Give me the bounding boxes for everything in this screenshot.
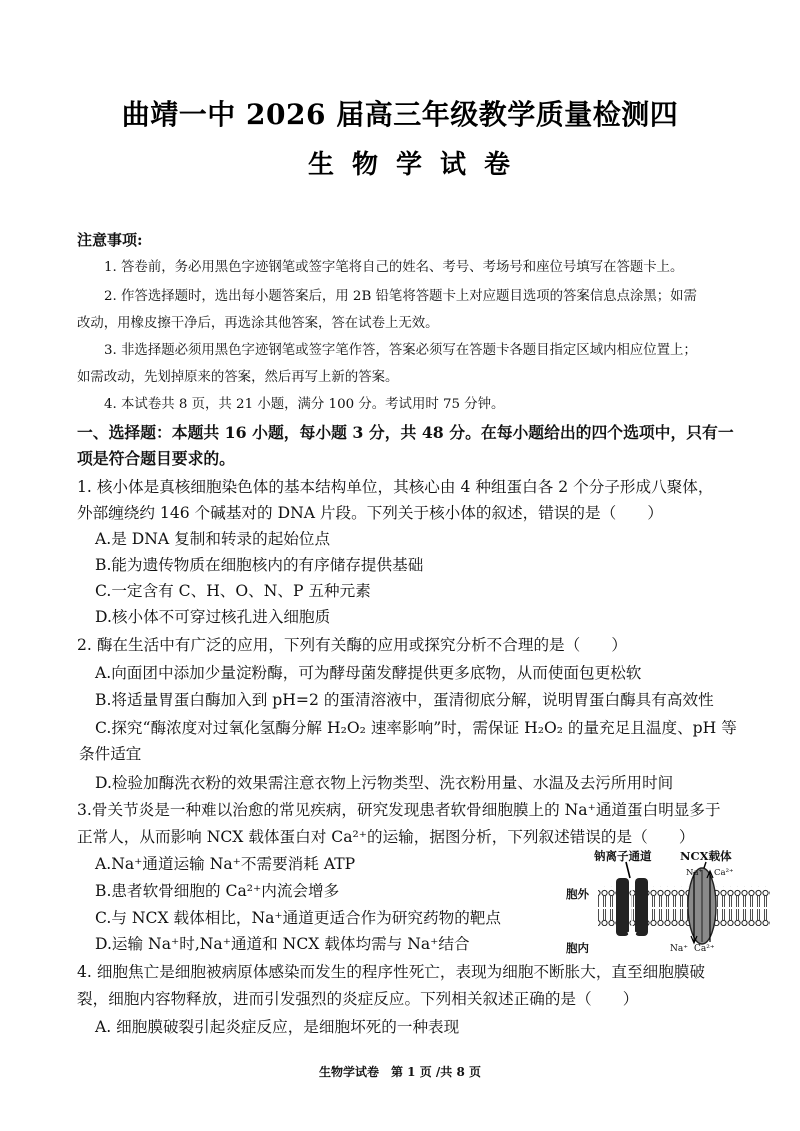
- question-4-stem-cont: 裂，细胞内容物释放，进而引发强烈的炎症反应。下列相关叙述正确的是（ ）: [77, 990, 639, 1008]
- sodium-channel-pointer: [626, 862, 630, 878]
- notice-line-2-cont: 改动，用橡皮擦干净后，再选涂其他答案，答在试卷上无效。: [77, 316, 439, 331]
- notice-line-3-cont: 如需改动，先划掉原来的答案，然后再写上新的答案。: [77, 370, 399, 385]
- question-3-stem-cont: 正常人，从而影响 NCX 载体蛋白对 Ca²⁺的运输，据图分析，下列叙述错误的是（ ）: [77, 828, 695, 846]
- question-3-stem: 3.骨关节炎是一种难以治愈的常见疾病，研究发现患者软骨细胞膜上的 Na⁺通道蛋白明显多于: [77, 801, 721, 819]
- question-4-option-a: A. 细胞膜破裂引起炎症反应，是细胞坏死的一种表现: [95, 1018, 460, 1036]
- question-2-stem: 2. 酶在生活中有广泛的应用，下列有关酶的应用或探究分析不合理的是（ ）: [77, 636, 628, 654]
- membrane-diagram: [566, 848, 772, 960]
- notice-line-2: 2. 作答选择题时，选出每小题答案后，用 2B 铅笔将答题卡上对应题目选项的答案信息点涂黑；如需: [104, 289, 697, 304]
- section-heading: 一、选择题：本题共 16 小题，每小题 3 分，共 48 分。在每小题给出的四个选项中，只有一: [77, 423, 734, 442]
- notice-line-1: 1. 答卷前，务必用黑色字迹钢笔或签字笔将自己的姓名、考号、考场号和座位号填写在答题卡上。: [104, 260, 684, 275]
- membrane-transport-figure: [566, 848, 772, 960]
- question-3-option-b: B.患者软骨细胞的 Ca²⁺内流会增多: [95, 882, 340, 900]
- question-1-stem: 1. 核小体是真核细胞染色体的基本结构单位，其核心由 4 种组蛋白各 2 个分子形成八聚体，: [77, 478, 714, 496]
- question-1-option-d: D.核小体不可穿过核孔进入细胞质: [95, 608, 331, 626]
- sodium-channel-left-subunit: [616, 878, 629, 936]
- question-3-option-a: A.Na⁺通道运输 Na⁺不需要消耗 ATP: [95, 855, 356, 873]
- ncx-pointer: [704, 862, 706, 868]
- subject-title: 生物学试卷: [307, 150, 528, 180]
- notice-heading: 注意事项:: [77, 231, 143, 249]
- question-3-option-c: C.与 NCX 载体相比，Na⁺通道更适合作为研究药物的靶点: [95, 909, 501, 927]
- figure-label-ca: Ca²⁺: [694, 944, 715, 954]
- question-1-option-b: B.能为遗传物质在细胞核内的有序储存提供基础: [95, 556, 424, 574]
- question-2-option-c-cont: 条件适宜: [79, 745, 142, 763]
- figure-label-ncx: NCX载体: [680, 849, 732, 863]
- figure-label-outside: 胞外: [566, 887, 589, 901]
- figure-label-ca-top: Ca²⁺: [714, 868, 734, 878]
- question-1-option-a: A.是 DNA 复制和转录的起始位点: [95, 530, 331, 548]
- question-1-option-c: C.一定含有 C、H、O、N、P 五种元素: [95, 582, 371, 600]
- figure-label-inside: 胞内: [566, 941, 589, 955]
- question-2-option-d: D.检验加酶洗衣粉的效果需注意衣物上污物类型、洗衣粉用量、水温及去污所用时间: [95, 774, 674, 792]
- exam-title: 曲靖一中 2026 届高三年级教学质量检测四: [121, 98, 679, 131]
- notice-line-4: 4. 本试卷共 8 页，共 21 小题，满分 100 分。考试用时 75 分钟。: [104, 397, 505, 412]
- question-1-stem-cont: 外部缠绕约 146 个碱基对的 DNA 片段。下列关于核小体的叙述，错误的是（ ）: [77, 504, 663, 522]
- section-heading-cont: 项是符合题目要求的。: [77, 449, 235, 468]
- page-footer: 生物学试卷 第 1 页 /共 8 页: [319, 1065, 481, 1079]
- sodium-channel-right-subunit: [635, 878, 648, 936]
- figure-label-na-top: Na⁺: [686, 868, 703, 878]
- question-2-option-c: C.探究“酶浓度对过氧化氢酶分解 H₂O₂ 速率影响”时，需保证 H₂O₂ 的量充足且温度、pH 等: [95, 719, 737, 737]
- question-3-option-d: D.运输 Na⁺时,Na⁺通道和 NCX 载体均需与 Na⁺结合: [95, 935, 470, 953]
- question-2-option-b: B.将适量胃蛋白酶加入到 pH=2 的蛋清溶液中，蛋清彻底分解，说明胃蛋白酶具有高效性: [95, 691, 714, 709]
- figure-label-na: Na⁺: [670, 944, 688, 954]
- figure-label-sodium-channel: 钠离子通道: [594, 849, 652, 863]
- question-4-stem: 4. 细胞焦亡是细胞被病原体感染而发生的程序性死亡，表现为细胞不断胀大，直至细胞膜破: [77, 963, 705, 981]
- notice-line-3: 3. 非选择题必须用黑色字迹钢笔或签字笔作答，答案必须写在答题卡各题目指定区域内相应位置上；: [104, 343, 697, 358]
- question-2-option-a: A.向面团中添加少量淀粉酶，可为酵母菌发酵提供更多底物，从而使面包更松软: [95, 664, 642, 682]
